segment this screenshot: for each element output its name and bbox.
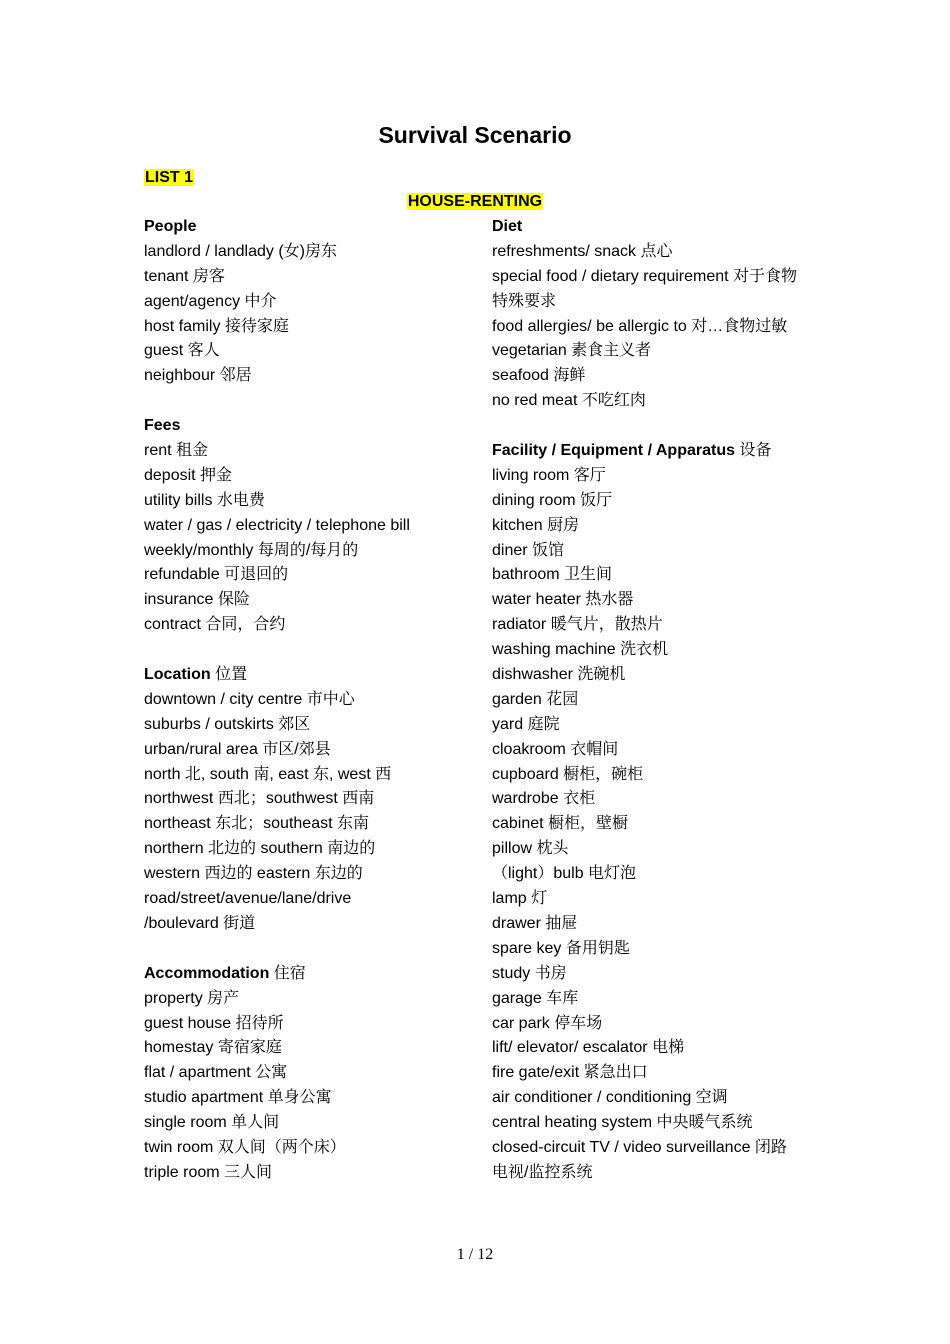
- vocab-item: studio apartment 单身公寓: [144, 1089, 332, 1107]
- vocab-item: north 北, south 南, east 东, west 西: [144, 765, 392, 783]
- vocab-item: drawer 抽屉: [492, 914, 578, 932]
- section-heading-translation: 设备: [735, 442, 772, 460]
- vocab-item: road/street/avenue/lane/drive: [144, 890, 352, 908]
- vocab-item: rent 租金: [144, 442, 209, 460]
- vocab-item: yard 庭院: [492, 715, 560, 733]
- left-column: [144, 215, 464, 1186]
- vocab-item: single room 单人间: [144, 1114, 280, 1132]
- section-heading: [144, 663, 464, 688]
- section-heading: [144, 414, 464, 439]
- vocab-item: lift/ elevator/ escalator 电梯: [492, 1039, 685, 1057]
- vocab-item: kitchen 厨房: [492, 516, 580, 534]
- vocab-item: flat / apartment 公寓: [144, 1064, 288, 1082]
- vocab-item: fire gate/exit 紧急出口: [492, 1064, 648, 1082]
- vocab-item: washing machine 洗衣机: [492, 641, 669, 659]
- vocab-item: car park 停车场: [492, 1014, 603, 1032]
- page-title: Survival Scenario: [378, 122, 572, 148]
- vocab-item: air conditioner / conditioning 空调: [492, 1089, 728, 1107]
- vocab-item: homestay 寄宿家庭: [144, 1039, 282, 1057]
- blank-line: [144, 638, 464, 663]
- vocab-item: deposit 押金: [144, 466, 233, 484]
- vocab-item: triple room 三人间: [144, 1163, 273, 1181]
- vocab-item: garage 车库: [492, 989, 579, 1007]
- section-heading: [144, 962, 464, 987]
- vocab-item: /boulevard 街道: [144, 914, 256, 932]
- section-heading-text: Facility / Equipment / Apparatus: [492, 442, 735, 460]
- section-heading-translation: 位置: [210, 666, 248, 684]
- vocab-item: guest 客人: [144, 342, 220, 360]
- vocab-item: water / gas / electricity / telephone bill: [144, 516, 410, 534]
- vocab-item: special food / dietary requirement 对于食物: [492, 267, 798, 285]
- vocab-item: agent/agency 中介: [144, 292, 277, 310]
- vocab-item: 特殊要求: [492, 292, 557, 310]
- vocab-item: vegetarian 素食主义者: [492, 342, 652, 360]
- vocab-item: dishwasher 洗碗机: [492, 666, 626, 684]
- vocab-item: cloakroom 衣帽间: [492, 740, 619, 758]
- section-heading-text: Location: [144, 666, 211, 684]
- vocab-item: bathroom 卫生间: [492, 566, 613, 584]
- vocab-item: pillow 枕头: [492, 840, 569, 858]
- vocab-item: dining room 饭厅: [492, 491, 613, 509]
- vocab-item: food allergies/ be allergic to 对…食物过敏: [492, 317, 788, 335]
- blank-line: [144, 389, 464, 414]
- vocab-item: spare key 备用钥匙: [492, 939, 630, 957]
- section-heading-text: People: [144, 218, 197, 235]
- section-heading-text: Accommodation: [144, 964, 270, 982]
- vocab-item: urban/rural area 市区/郊县: [144, 740, 331, 758]
- vocab-item: diner 饭馆: [492, 541, 565, 559]
- vocab-item: cabinet 橱柜，壁橱: [492, 815, 629, 833]
- section-heading-text: Fees: [144, 417, 181, 435]
- vocab-item: property 房产: [144, 989, 240, 1007]
- vocab-item: closed-circuit TV / video surveillance 闭路: [492, 1138, 787, 1156]
- vocab-item: refundable 可退回的: [144, 566, 289, 584]
- section-heading: [144, 215, 464, 240]
- vocab-item: garden 花园: [492, 690, 579, 708]
- vocab-item: suburbs / outskirts 郊区: [144, 715, 311, 733]
- vocab-item: neighbour 邻居: [144, 367, 252, 385]
- vocab-item: western 西边的 eastern 东边的: [144, 865, 363, 883]
- section-title-highlight: HOUSE-RENTING: [407, 193, 543, 210]
- vocab-item: living room 客厅: [492, 466, 606, 484]
- vocab-item: seafood 海鲜: [492, 367, 586, 385]
- vocab-item: landlord / landlady (女)房东: [144, 242, 337, 260]
- vocab-item: central heating system 中央暖气系统: [492, 1114, 753, 1132]
- vocab-item: no red meat 不吃红肉: [492, 392, 646, 410]
- list-label-highlight: LIST 1: [145, 169, 194, 186]
- vocab-item: utility bills 水电费: [144, 491, 265, 509]
- vocab-item: weekly/monthly 每周的/每月的: [144, 541, 359, 559]
- vocab-item: guest house 招待所: [144, 1014, 284, 1032]
- vocab-item: refreshments/ snack 点心: [492, 242, 673, 260]
- vocab-item: contract 合同，合约: [144, 616, 286, 634]
- vocab-item: northeast 东北；southeast 东南: [144, 815, 369, 833]
- vocab-item: insurance 保险: [144, 591, 250, 609]
- section-title: [0, 192, 950, 212]
- vocab-item: lamp 灯: [492, 890, 548, 908]
- list-label: [144, 168, 194, 188]
- vocab-item: cupboard 橱柜，碗柜: [492, 765, 644, 783]
- vocab-item: host family 接待家庭: [144, 317, 289, 335]
- vocab-item: study 书房: [492, 964, 567, 982]
- right-column: [492, 215, 822, 1186]
- vocab-item: downtown / city centre 市中心: [144, 690, 355, 708]
- vocab-item: tenant 房客: [144, 267, 225, 285]
- section-heading-text: Diet: [492, 218, 523, 235]
- section-heading: [492, 439, 822, 464]
- vocab-item: northwest 西北；southwest 西南: [144, 790, 375, 808]
- vocab-item: twin room 双人间（两个床）: [144, 1138, 346, 1156]
- section-heading: [492, 215, 822, 240]
- vocab-item: wardrobe 衣柜: [492, 790, 596, 808]
- blank-line: [492, 414, 822, 439]
- blank-line: [144, 937, 464, 962]
- vocab-item: northern 北边的 southern 南边的: [144, 840, 376, 858]
- vocab-item: radiator 暖气片，散热片: [492, 616, 663, 634]
- section-heading-translation: 住宿: [269, 964, 306, 982]
- vocab-item: 电视/监控系统: [492, 1163, 593, 1181]
- vocab-item: （light）bulb 电灯泡: [492, 865, 637, 883]
- vocab-item: water heater 热水器: [492, 591, 634, 609]
- page-number: 1 / 12: [456, 1246, 494, 1263]
